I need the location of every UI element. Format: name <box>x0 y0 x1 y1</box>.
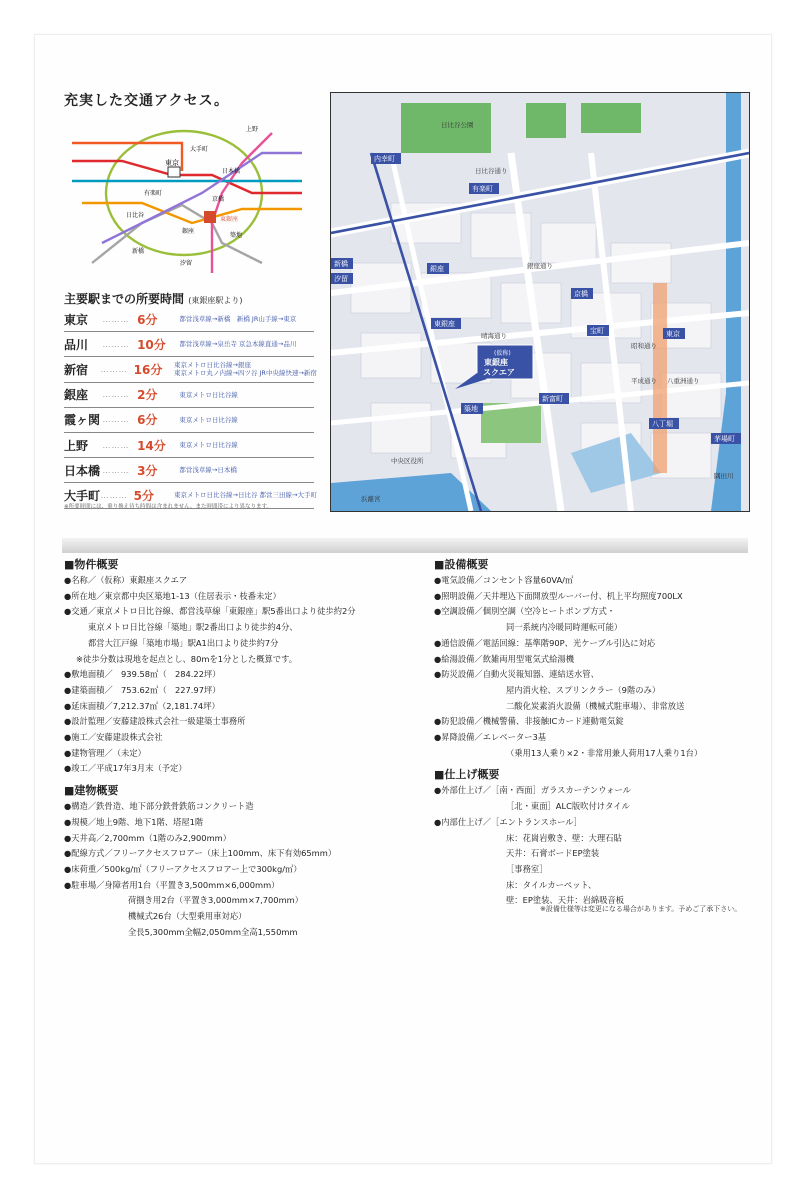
tokyo-station-marker <box>168 167 180 177</box>
station-minutes: 3分 <box>137 463 158 478</box>
spec-line: ※徒歩分数は現地を起点とし、80mを1分とした概算です。 <box>76 653 298 664</box>
spec-line: ［北・東面］ALC版吹付けタイル <box>506 801 630 812</box>
spec-line: 壁：EP塗装、天井：岩綿吸音板 <box>506 895 625 906</box>
station-minutes: 6分 <box>137 312 158 327</box>
spec-line: 機械式26台（大型乗用車対応） <box>128 911 247 922</box>
spec-line: ●建築面積／ 753.62㎡（ 227.97坪） <box>64 684 221 695</box>
finishing-heading: ■仕上げ概要 <box>434 768 500 782</box>
leader-dots: ……… <box>102 415 130 425</box>
facilities-heading: ■設備概要 <box>434 558 489 571</box>
station-minutes: 6分 <box>137 413 158 428</box>
spec-line: ●名称／（仮称）東銀座スクエア <box>64 575 188 585</box>
spec-line: ●駐車場／身障者用1台（平置き3,500mm×6,000mm） <box>64 879 280 890</box>
map-station-takaracho: 宝町 <box>590 327 604 335</box>
leader-dots: ……… <box>102 465 130 475</box>
map-label-ginza: 銀座 <box>182 228 195 235</box>
spec-line: ●空調設備／個別空調（空冷ヒートポンプ方式・ <box>434 606 616 617</box>
spec-line: 床：タイルカーペット、 <box>506 879 597 890</box>
site-label-line3: スクエア <box>483 368 515 377</box>
station-routes: 東京メトロ日比谷線→銀座 東京メトロ丸ノ内線→四ツ谷 JR中央線快速→新宿 <box>174 361 317 378</box>
spec-line: 都営大江戸線「築地市場」駅A1出口より徒歩約7分 <box>88 637 279 648</box>
spec-line: ●交通／東京メトロ日比谷線、都営浅草線「東銀座」駅5番出口より徒歩約2分 <box>64 606 356 617</box>
spec-line: ●照明設備／天井埋込下面開放型ルーバー付、机上平均照度700LX <box>434 590 683 601</box>
map-station-shiodome: 汐留 <box>334 275 348 283</box>
map-label-hibiya: 日比谷 <box>126 212 145 219</box>
map-label-chuo-ku: 中央区役所 <box>391 457 424 465</box>
station-minutes: 16分 <box>133 362 163 377</box>
spec-line: ●延床面積／7,212.37㎡（2,181.74坪） <box>64 700 220 711</box>
station-minutes: 5分 <box>133 488 155 503</box>
travel-time-footnote: ※所要時間には、乗り換え待ち時間は含まれません。また時間帯により異なります。 <box>64 504 273 510</box>
spec-line: ●配線方式／フリーアクセスフロアー（床上100mm、床下有効65mm） <box>64 848 337 859</box>
map-label-ginza-dori: 銀座通り <box>527 262 553 270</box>
map-label-tsukiji: 築地 <box>230 232 243 239</box>
map-label-hibiya-dori: 日比谷通り <box>475 167 508 175</box>
map-station-hatchobori: 八丁堀 <box>652 420 673 428</box>
travel-time-subtitle: (東銀座駅より) <box>188 296 243 305</box>
spec-line: ●通信設備／電話回線：基準階90P、光ケーブル引込に対応 <box>434 637 656 648</box>
map-station-yurakucho: 有楽町 <box>472 185 493 193</box>
spec-line: 荷捌き用2台（平置き3,000mm×7,700mm） <box>128 895 304 906</box>
spec-line: 東京メトロ日比谷線「築地」駅2番出口より徒歩約4分、 <box>88 622 298 633</box>
travel-time-heading: 主要駅までの所要時間 <box>64 292 185 306</box>
area-map <box>330 92 750 512</box>
travel-time-title <box>64 290 242 307</box>
map-label-yurakucho: 有楽町 <box>144 190 163 197</box>
station-routes: 東京メトロ日比谷線 <box>179 390 238 399</box>
leader-dots: ……… <box>102 440 130 450</box>
station-name: 品川 <box>64 337 89 352</box>
map-label-kyobashi: 京橋 <box>212 196 225 203</box>
station-row <box>64 458 314 483</box>
map-station-kayabacho: 茅場町 <box>714 435 735 443</box>
station-row <box>64 383 314 408</box>
station-routes: 都営浅草線→日本橋 <box>179 466 237 475</box>
building-overview <box>64 557 356 940</box>
structure-heading: ■建物概要 <box>64 784 119 798</box>
spec-line: ●竣工／平成17年3月末（予定） <box>64 763 187 774</box>
station-name: 銀座 <box>64 388 89 403</box>
station-row <box>64 408 314 433</box>
leader-dots: ……… <box>102 314 130 324</box>
spec-line: ●規模／地上9階、地下1階、塔屋1階 <box>64 816 204 827</box>
area-map-drawing <box>331 93 749 511</box>
station-list <box>64 307 317 509</box>
station-minutes: 10分 <box>137 337 166 352</box>
section-divider-bar <box>62 538 748 553</box>
spec-line: ●施工／安藤建設株式会社 <box>64 732 163 743</box>
ginza-line <box>82 203 302 223</box>
site-label-prefix: (仮称) <box>494 350 511 357</box>
map-label-hama-rikyu: 浜離宮 <box>361 495 381 503</box>
station-name: 霞ヶ関 <box>64 413 101 428</box>
park-area <box>526 103 566 138</box>
spec-line: ［事務室］ <box>506 863 548 874</box>
spec-line: ●設計監理／安藤建設株式会社一級建築士事務所 <box>64 716 246 727</box>
map-label-heisei-dori: 平成通り <box>631 377 657 385</box>
station-routes: 都営浅草線→新橋 新橋 JR山手線→東京 <box>179 315 297 324</box>
map-station-tokyo: 東京 <box>666 330 680 338</box>
map-station-shintomicho: 新富町 <box>542 395 563 403</box>
map-station-higashi-ginza: 東銀座 <box>434 320 455 328</box>
site-marker-icon <box>204 211 216 223</box>
map-label-tokyo: 東京 <box>165 159 179 167</box>
spec-line: 同一系統内冷暖同時運転可能） <box>506 622 623 633</box>
station-name: 大手町 <box>64 488 101 503</box>
map-label-shiodome: 汐留 <box>180 260 193 267</box>
route-map <box>62 113 312 285</box>
spec-line: 床：花崗岩敷き、壁：大理石貼 <box>506 832 622 843</box>
spec-line: 全長5,300mm全幅2,050mm全高1,550mm <box>128 926 298 937</box>
spec-line: 天井：石膏ボードEP塗装 <box>506 848 600 859</box>
spec-line: ●防災設備／自動火災報知器、連結送水管、 <box>434 669 599 680</box>
park-area <box>581 103 641 133</box>
spec-line: （乗用13人乗り×2・非常用兼人荷用17人乗り1台） <box>506 747 703 758</box>
spec-line: ●外部仕上げ／［南・西面］ガラスカーテンウォール <box>434 785 631 796</box>
leader-dots: ……… <box>100 490 128 500</box>
station-minutes: 2分 <box>137 388 158 403</box>
spec-line: ●昇降設備／エレベーター3基 <box>434 732 547 743</box>
spec-line: ●構造／鉄骨造、地下部分鉄骨鉄筋コンクリート造 <box>64 801 254 812</box>
spec-line: ●給湯設備／飲雑両用型電気式給湯機 <box>434 653 574 664</box>
station-routes: 東京メトロ日比谷線 <box>179 415 238 424</box>
spec-line: 二酸化炭素消火設備（機械式駐車場）、非常放送 <box>506 700 685 711</box>
spec-line: ●所在地／東京都中央区築地1-13（住居表示・枝番未定） <box>64 590 281 601</box>
station-minutes: 14分 <box>137 438 166 453</box>
station-routes: 東京メトロ日比谷線 <box>179 441 238 450</box>
station-name: 東京 <box>64 312 89 327</box>
map-label-ueno: 上野 <box>246 126 259 133</box>
site-label-line2: 東銀座 <box>484 358 508 367</box>
spec-line: ●防犯設備／機械警備、非接触ICカード連動電気錠 <box>434 716 624 727</box>
map-label-hibiya-park: 日比谷公園 <box>441 121 474 129</box>
station-row <box>64 307 314 332</box>
station-row <box>64 357 317 382</box>
station-row <box>64 433 314 458</box>
spec-line: ●床荷重／500kg/㎡（フリーアクセスフロアー上で300kg/㎡） <box>64 863 302 874</box>
station-name: 新宿 <box>64 362 89 377</box>
station-row <box>64 332 314 357</box>
leader-dots: ……… <box>102 390 130 400</box>
spec-line: ●内部仕上げ／［エントランスホール］ <box>434 816 582 827</box>
facilities-overview <box>434 557 702 909</box>
spec-line: ●建物管理／（未定） <box>64 747 146 758</box>
map-label-sumida: 隅田川 <box>714 472 734 480</box>
station-routes: 東京メトロ日比谷線→日比谷 都営三田線→大手町 <box>174 491 317 500</box>
leader-dots: ……… <box>100 364 128 374</box>
spec-line: ●敷地面積／ 939.58㎡（ 284.22坪） <box>64 669 221 680</box>
map-label-nihonbashi: 日本橋 <box>222 168 241 175</box>
map-label-yaesu-dori: 八重洲通り <box>667 377 700 385</box>
station-routes: 都営浅草線→泉岳寺 京急本線直通→品川 <box>179 340 297 349</box>
station-name: 日本橋 <box>64 463 101 478</box>
transit-title: 充実した交通アクセス。 <box>64 93 229 109</box>
leader-dots: ……… <box>102 339 130 349</box>
map-label-harumi-dori: 晴海通り <box>481 332 507 340</box>
map-label-showa-dori: 昭和通り <box>631 342 657 350</box>
spec-line: 屋内消火栓、スプリンクラー（9階のみ） <box>506 684 661 695</box>
map-station-kyobashi: 京橋 <box>574 290 588 298</box>
map-station-shimbashi: 新橋 <box>334 260 348 268</box>
map-label-site: 東銀座 <box>220 216 239 223</box>
map-station-ginza: 銀座 <box>430 265 444 273</box>
spec-line: ●天井高／2,700mm（1階のみ2,900mm） <box>64 832 232 843</box>
spec-line: ●電気設備／コンセント容量60VA/㎡ <box>434 575 574 585</box>
map-station-tsukiji: 築地 <box>464 405 478 413</box>
spec-disclaimer: ※設備仕様等は変更になる場合があります。予めご了承下さい。 <box>540 905 742 913</box>
map-station-uchisaiwaicho: 内幸町 <box>374 155 395 163</box>
building-heading: ■物件概要 <box>64 558 119 571</box>
station-name: 上野 <box>64 438 89 453</box>
map-label-shimbashi: 新橋 <box>132 248 145 255</box>
map-label-otemachi: 大手町 <box>190 146 209 153</box>
